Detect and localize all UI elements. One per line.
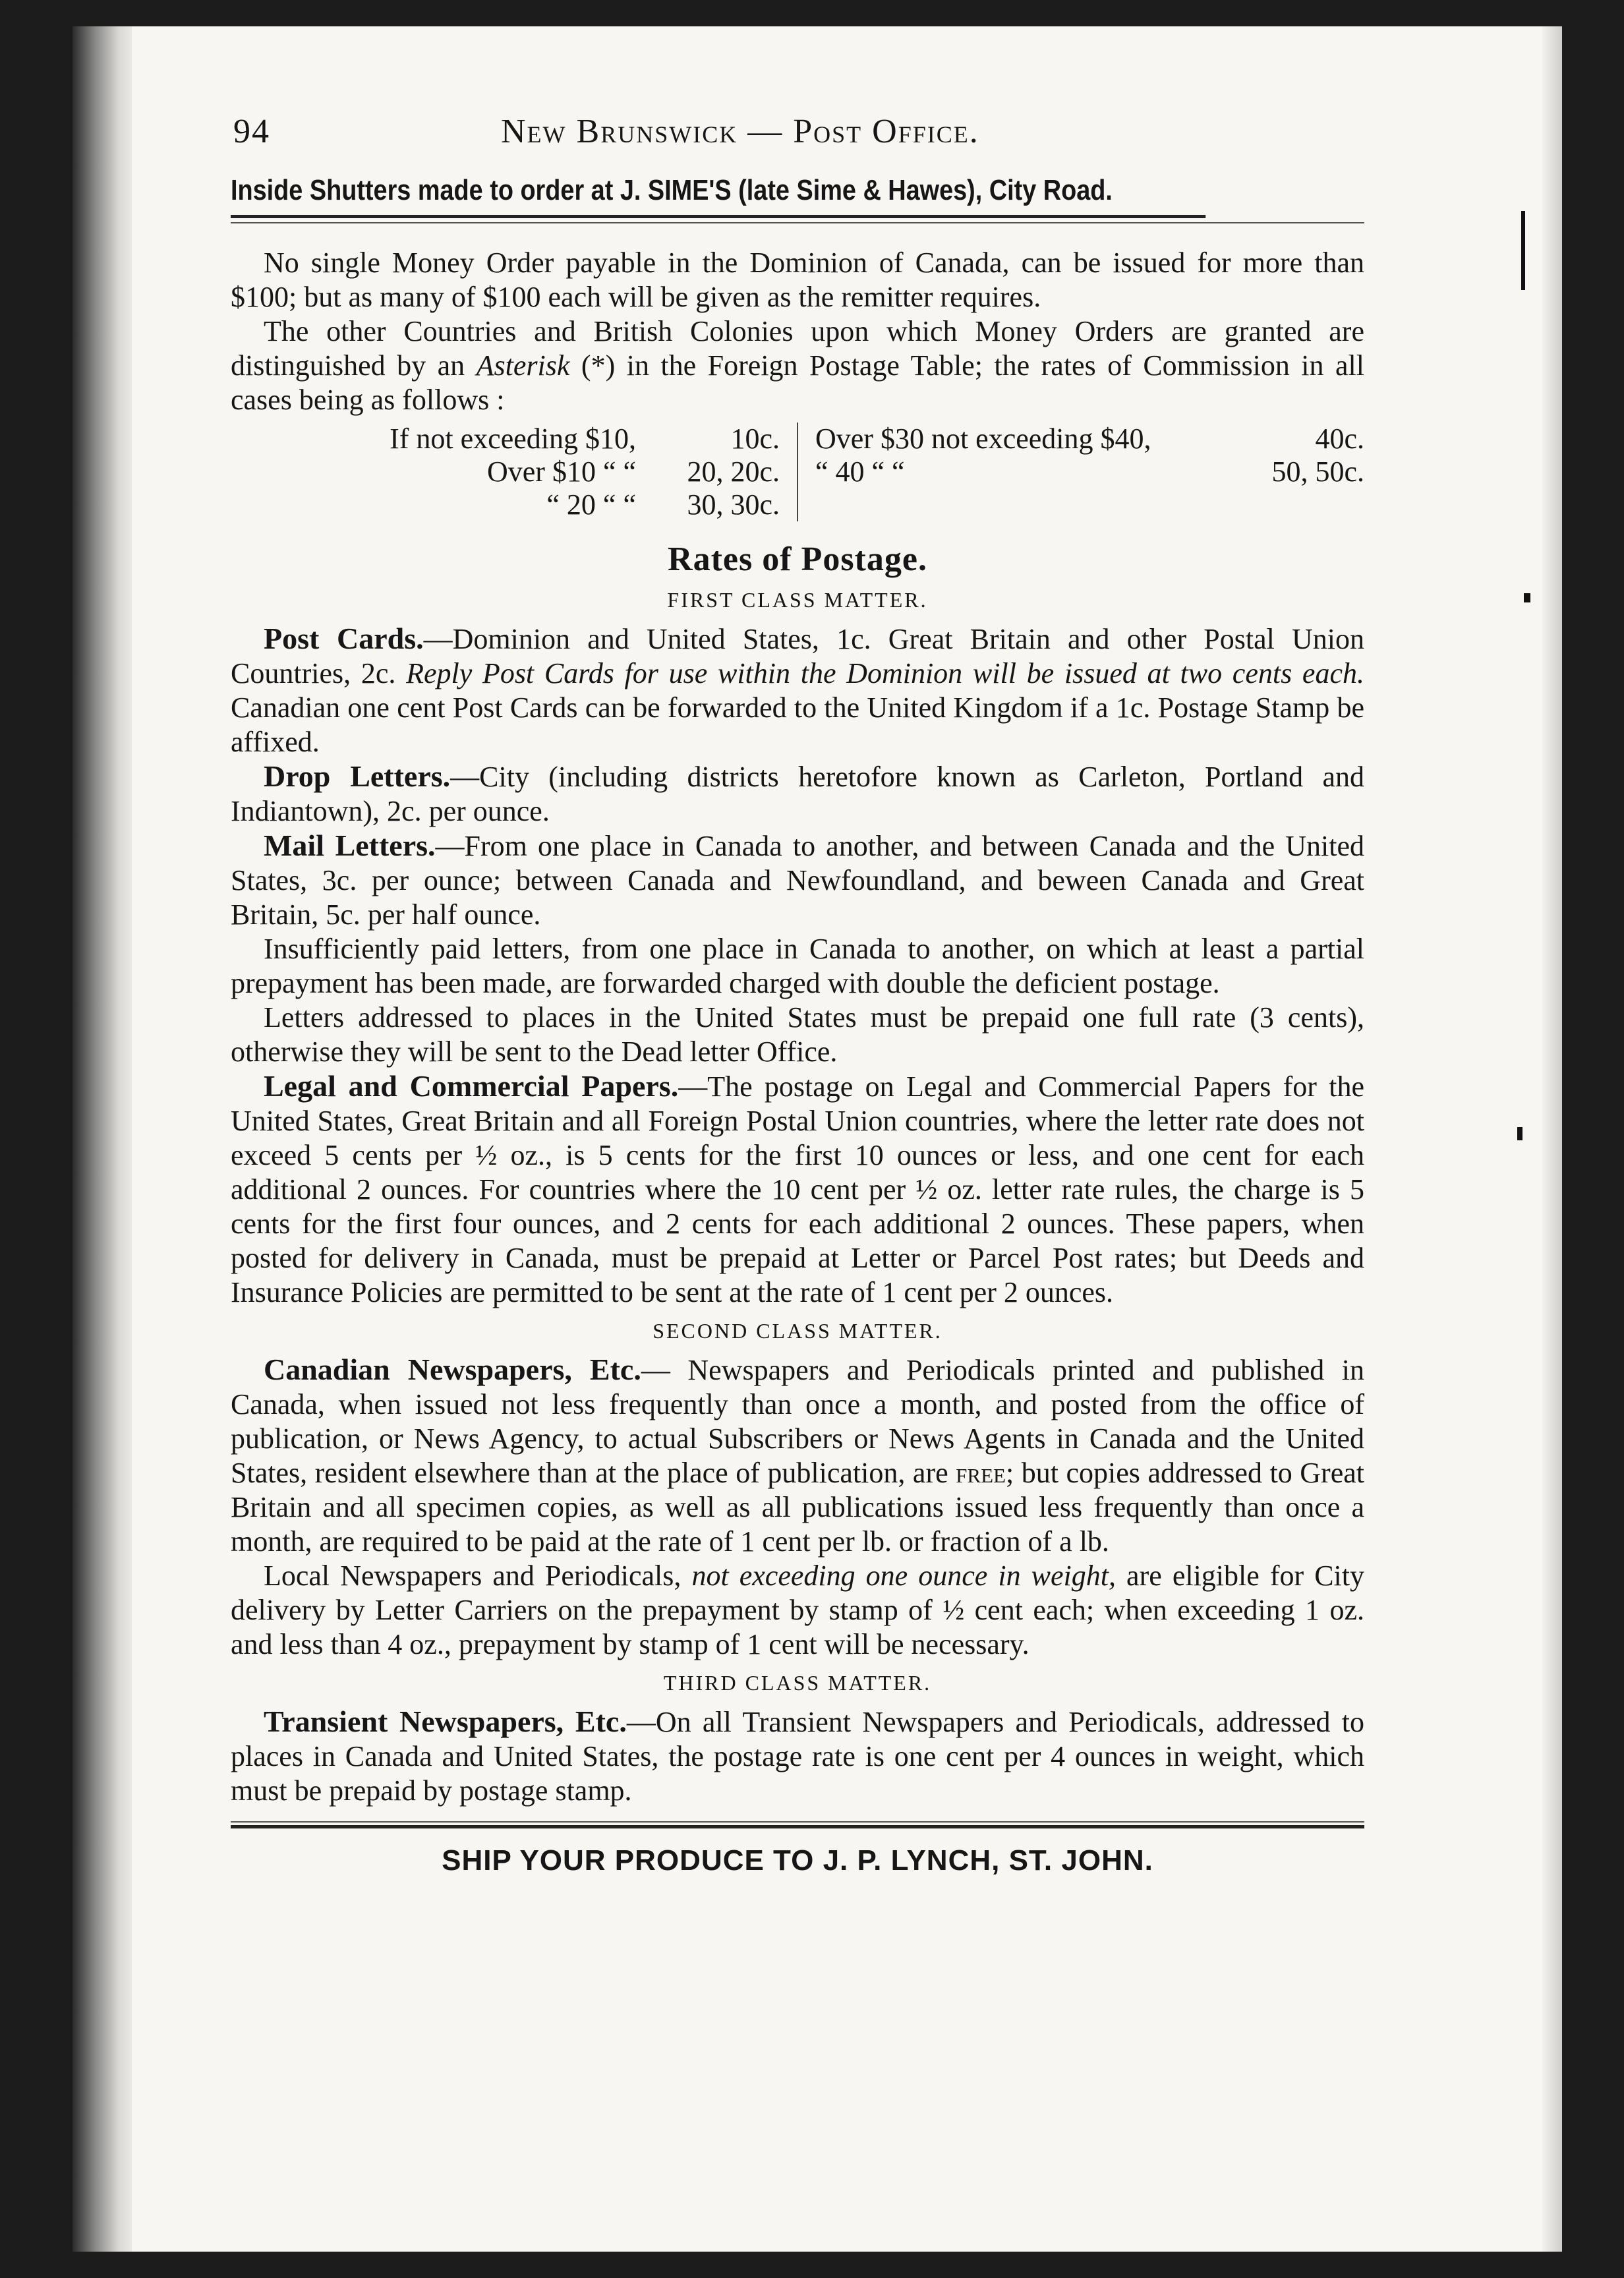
margin-mark — [1521, 211, 1525, 290]
insufficient-paragraph: Insufficiently paid letters, from one place in Canada to another, on which at least a partial prepayment has been made, are forwarded charged with double the deficient postage. — [231, 933, 1364, 999]
text-span: —The postage on Legal and Commercial Papers for the United States, Great Britain and all Foreign Postal Union countries, where the letter rate does not exceed 5 cents per ½ oz., is 5 cents for the first 10 ounces or less, and one cent for each additional 2 ounces. For countries where the 10 cent per ½ oz. letter rate rules, the charge is 5 cents for the first four ounces, and 2 cents for each additional 2 ounces. These papers, when posted for delivery in Canada, must be prepaid at Letter or Parcel Post rates; but Deeds and Insurance Policies are permitted to be sent at the rate of 1 cent per 2 ounces. — [231, 1070, 1364, 1308]
text-span: —Dominion and United States, 1c. Great Britain and other Postal Union Countries, 2c. — [231, 623, 1364, 689]
class-heading-second: SECOND CLASS MATTER. — [652, 1319, 942, 1343]
small-caps-span: free — [956, 1457, 1006, 1489]
rate-row — [231, 455, 780, 488]
rule — [231, 1821, 1364, 1823]
lead-term: Legal and Commercial Papers. — [264, 1069, 679, 1103]
top-advertisement: Inside Shutters made to order at J. SIME'S (late Sime & Hawes), City Road. — [231, 174, 1205, 218]
rate-column-left — [231, 423, 798, 521]
running-title: New Brunswick — Post Office. — [501, 113, 979, 150]
money-order-paragraph-2 — [231, 314, 1364, 417]
drop-letters-paragraph — [231, 759, 1364, 829]
page-number: 94 — [233, 113, 270, 150]
lead-term: Post Cards. — [264, 622, 424, 655]
rate-amount: 40c. — [1315, 423, 1364, 455]
money-order-paragraph-1: No single Money Order payable in the Dominion of Canada, can be issued for more than $100; but as many of $100 each will be given as the remitter requires. — [231, 247, 1364, 313]
lead-term: Transient Newspapers, Etc. — [264, 1705, 627, 1738]
bottom-advertisement: SHIP YOUR PRODUCE TO J. P. LYNCH, ST. JOHN. — [442, 1844, 1153, 1877]
mail-letters-paragraph — [231, 829, 1364, 932]
asterisk-term: Asterisk — [476, 349, 570, 382]
running-head — [231, 112, 1364, 165]
rate-amount: 20, 20c. — [687, 455, 780, 488]
legal-papers-paragraph — [231, 1069, 1364, 1310]
lead-term: Mail Letters. — [264, 829, 436, 862]
text-span: are eligible for City delivery by Letter Carriers on the prepayment by stamp of ½ cent each; when exceeding 1 oz. and less than 4 oz., prepayment by stamp of 1 cent will be necessary. — [231, 1560, 1365, 1660]
commission-rate-table — [231, 423, 1364, 521]
text-span: —City (including districts heretofore known as Carleton, Portland and Indiantown), 2c. per ounce. — [231, 761, 1364, 827]
lead-term: Drop Letters. — [264, 759, 451, 793]
page-gutter-shadow — [72, 26, 138, 2252]
us-letters-paragraph: Letters addressed to places in the United States must be prepaid one full rate (3 cents), otherwise they will be sent to the Dead letter Office. — [231, 1001, 1364, 1068]
page-right-edge — [1542, 26, 1562, 2252]
rate-row — [231, 423, 780, 455]
rule — [231, 1825, 1364, 1828]
rate-column-right — [798, 423, 1364, 521]
rate-label: Over $30 not exceeding $40, — [815, 423, 1151, 455]
canadian-newspapers-paragraph — [231, 1353, 1364, 1559]
text-span: —On all Transient Newspapers and Periodicals, addressed to places in Canada and United States, the postage rate is one cent per 4 ounces in weight, which must be prepaid by postage stamp. — [231, 1706, 1365, 1807]
class-heading-third: THIRD CLASS MATTER. — [663, 1671, 932, 1695]
section-heading: Rates of Postage. — [668, 540, 927, 578]
text-span: ; but copies addressed to Great Britain and all specimen copies, as well as all publications issued less frequently than once a month, are required to be paid at the rate of 1 cent per lb. or fraction of a lb. — [231, 1457, 1364, 1558]
text-span: — Newspapers and Periodicals printed and published in Canada, when issued not less frequently than once a month, and posted from the office of publication, or News Agency, to actual Subscribers or News Agents in Canada and the United States, resident elsewhere than at the place of publication, are — [231, 1354, 1365, 1489]
italic-span: not exceeding one ounce in weight, — [691, 1560, 1116, 1592]
margin-mark — [1524, 593, 1530, 602]
class-heading-first: FIRST CLASS MATTER. — [667, 588, 928, 612]
italic-span: Reply Post Cards for use within the Dominion will be issued at two cents each. — [406, 657, 1364, 689]
text-span: —From one place in Canada to another, and between Canada and the United States, 3c. per ounce; between Canada and Newfoundland, and beween Canada and Great Britain, 5c. per half ounce. — [231, 830, 1364, 931]
page-content — [231, 112, 1364, 1877]
rate-amount: 30, 30c. — [687, 488, 780, 521]
text-span: (*) in the Foreign Postage Table; the rates of Commission in all cases being as follows : — [231, 349, 1365, 416]
rate-amount: 50, 50c. — [1271, 455, 1364, 488]
rate-label: “ 40 “ “ — [815, 455, 905, 488]
rate-row — [815, 423, 1364, 455]
text-span: Canadian one cent Post Cards can be forwarded to the United Kingdom if a 1c. Postage Stamp be affixed. — [231, 691, 1364, 758]
local-newspapers-paragraph — [231, 1559, 1364, 1662]
margin-mark — [1517, 1127, 1522, 1140]
rate-row — [815, 455, 1364, 488]
lead-term: Canadian Newspapers, Etc. — [264, 1353, 641, 1386]
rate-label: If not exceeding $10, — [390, 423, 636, 455]
rate-label: Over $10 “ “ — [486, 455, 636, 488]
rate-row — [231, 488, 780, 521]
post-cards-paragraph — [231, 622, 1364, 759]
rate-label: “ 20 “ “ — [546, 488, 636, 521]
text-span: The other Countries and British Colonies upon which Money Orders are granted are distinguished by an — [231, 315, 1364, 382]
transient-newspapers-paragraph — [231, 1705, 1364, 1808]
text-span: Local Newspapers and Periodicals, — [264, 1560, 692, 1592]
rate-amount: 10c. — [730, 423, 780, 455]
